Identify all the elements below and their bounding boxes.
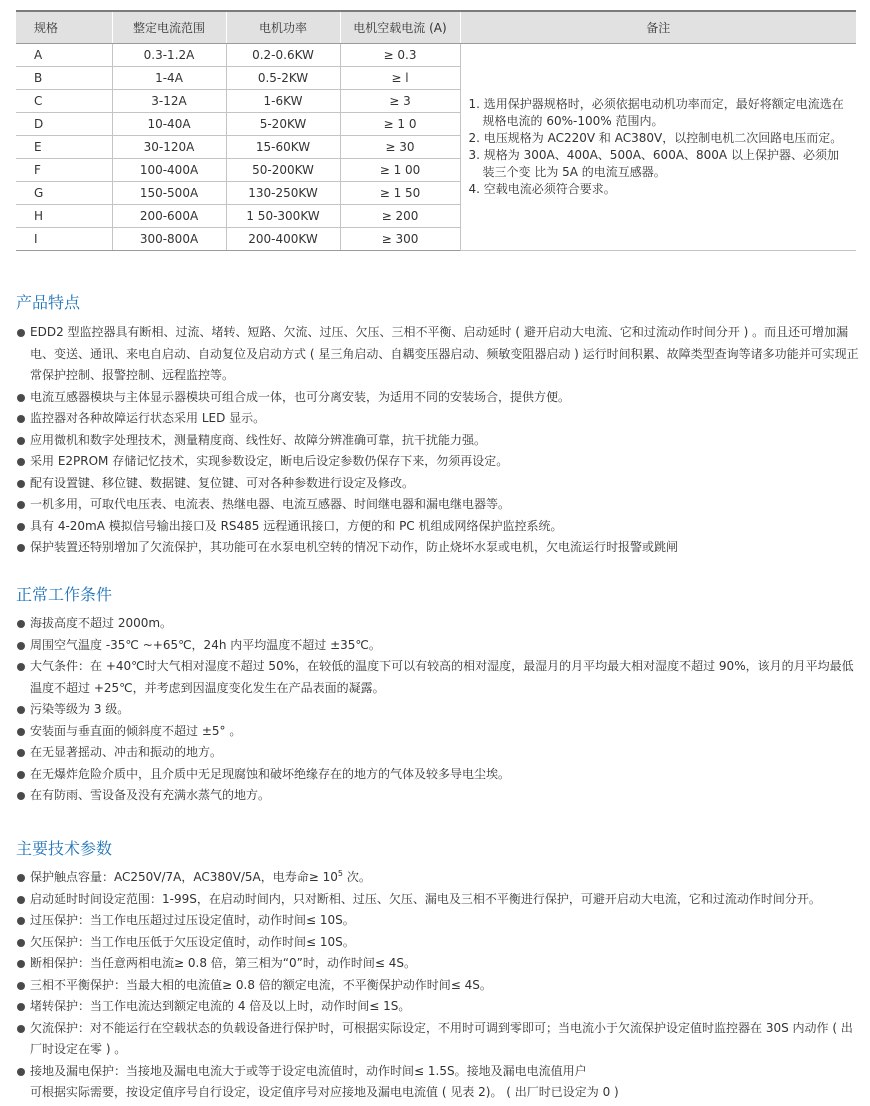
bullet-icon (17, 706, 25, 714)
table-header-row (16, 11, 856, 44)
cell-current-range: 1-4A (112, 67, 226, 90)
header-noload-current: 电机空载电流 (A) (340, 11, 460, 44)
header-current-range: 整定电流范围 (112, 11, 226, 44)
conditions-list (16, 613, 862, 807)
note-item: 3. 规格为 300A、400A、500A、600A、800A 以上保护器、必须加装三个变 比为 5A 的电流互感器。 (468, 148, 839, 179)
list-item: 堵转保护：当工作电流达到额定电流的 4 倍及以上时，动作时间≤ 1S。 (16, 996, 862, 1018)
list-item: 应用微机和数字处理技术，测量精度商、线性好、故障分辨准确可靠，抗干扰能力强。 (16, 430, 862, 452)
note-item: 4. 空载电流必须符合要求。 (468, 182, 616, 196)
bullet-icon (17, 501, 25, 509)
cell-spec: E (16, 136, 112, 159)
cell-noload-current: ≥ 0.3 (340, 44, 460, 67)
list-item: 监控器对各种故障运行状态采用 LED 显示。 (16, 408, 862, 430)
list-item: 电流互感器模块与主体显示器模块可组合成一体，也可分离安装，为适用不同的安装场合，提供方便。 (16, 387, 862, 409)
list-item: 启动延时时间设定范围：1-99S，在启动时间内，只对断相、过压、欠压、漏电及三相不平衡进行保护，可避开启动大电流，它和过流动作时间分开。 (16, 889, 862, 911)
cell-motor-power: 5-20KW (226, 113, 340, 136)
cell-spec: B (16, 67, 112, 90)
cell-noload-current: ≥ 30 (340, 136, 460, 159)
bullet-icon (17, 394, 25, 402)
list-item: 一机多用，可取代电压表、电流表、热继电器、电流互感器、时间继电器和漏电继电器等。 (16, 494, 862, 516)
cell-motor-power: 50-200KW (226, 159, 340, 182)
note-item: 2. 电压规格为 AC220V 和 AC380V，以控制电机二次回路电压而定。 (468, 131, 843, 145)
cell-current-range: 100-400A (112, 159, 226, 182)
features-title: 产品特点 (16, 293, 81, 312)
list-item: 大气条件：在 +40℃时大气相对湿度不超过 50%，在较低的温度下可以有较高的相对湿度，最湿月的月平均最大相对湿度不超过 90%，该月的月平均最低温度不超过 +25℃，并考虑到因温度变化发生在产品表面的凝露。 (16, 656, 862, 699)
conditions-title: 正常工作条件 (16, 585, 113, 604)
list-item: 具有 4-20mA 模拟信号输出接口及 RS485 远程通讯接口，方便的和 PC 机组成网络保护监控系统。 (16, 516, 862, 538)
bullet-icon (17, 1003, 25, 1011)
bullet-icon (17, 874, 25, 882)
bullet-icon (17, 458, 25, 466)
cell-noload-current: ≥ 1 00 (340, 159, 460, 182)
cell-motor-power: 130-250KW (226, 182, 340, 205)
bullet-icon (17, 960, 25, 968)
cell-spec: G (16, 182, 112, 205)
cell-noload-current: ≥ 1 0 (340, 113, 460, 136)
bullet-icon (17, 728, 25, 736)
cell-motor-power: 1-6KW (226, 90, 340, 113)
list-item: 周围空气温度 -35℃ ~+65℃，24h 内平均温度不超过 ±35℃。 (16, 635, 862, 657)
list-item: 三相不平衡保护：当最大相的电流值≥ 0.8 倍的额定电流，不平衡保护动作时间≤ 4S。 (16, 975, 862, 997)
notes-cell (460, 44, 856, 251)
list-item: 在无爆炸危险介质中，且介质中无足现腐蚀和破坏绝缘存在的地方的气体及较多导电尘埃。 (16, 764, 862, 786)
bullet-icon (17, 792, 25, 800)
list-item: 过压保护：当工作电压超过过压设定值时，动作时间≤ 10S。 (16, 910, 862, 932)
bullet-icon (17, 771, 25, 779)
features-list (16, 322, 862, 559)
bullet-icon (17, 917, 25, 925)
list-item: 采用 E2PROM 存储记忆技术，实现参数设定，断电后设定参数仍保存下来，勿须再设定。 (16, 451, 862, 473)
list-item: 海拔高度不超过 2000m。 (16, 613, 862, 635)
bullet-icon (17, 620, 25, 628)
cell-spec: I (16, 228, 112, 251)
cell-motor-power: 0.2-0.6KW (226, 44, 340, 67)
cell-noload-current: ≥ 1 50 (340, 182, 460, 205)
cell-spec: D (16, 113, 112, 136)
notes-list (469, 96, 851, 198)
cell-motor-power: 0.5-2KW (226, 67, 340, 90)
params-title: 主要技术参数 (16, 839, 113, 858)
header-notes: 备注 (460, 11, 856, 44)
list-item: 断相保护：当任意两相电流≥ 0.8 倍，第三相为“0”时，动作时间≤ 4S。 (16, 953, 862, 975)
cell-current-range: 3-12A (112, 90, 226, 113)
list-item: 在无显著摇动、冲击和振动的地方。 (16, 742, 862, 764)
list-item: 在有防雨、雪设备及没有充满水蒸气的地方。 (16, 785, 862, 807)
list-item: 安装面与垂直面的倾斜度不超过 ±5° 。 (16, 721, 862, 743)
cell-motor-power: 15-60KW (226, 136, 340, 159)
bullet-icon (17, 523, 25, 531)
bullet-icon (17, 329, 25, 337)
cell-noload-current: ≥ 3 (340, 90, 460, 113)
cell-current-range: 10-40A (112, 113, 226, 136)
header-motor-power: 电机功率 (226, 11, 340, 44)
header-spec: 规格 (16, 11, 112, 44)
bullet-icon (17, 544, 25, 552)
cell-spec: F (16, 159, 112, 182)
bullet-icon (17, 415, 25, 423)
params-list (16, 867, 862, 1104)
bullet-icon (17, 1025, 25, 1033)
bullet-icon (17, 663, 25, 671)
cell-current-range: 30-120A (112, 136, 226, 159)
cell-noload-current: ≥ 300 (340, 228, 460, 251)
bullet-icon (17, 480, 25, 488)
bullet-icon (17, 1068, 25, 1076)
cell-current-range: 300-800A (112, 228, 226, 251)
bullet-icon (17, 939, 25, 947)
cell-current-range: 150-500A (112, 182, 226, 205)
cell-spec: C (16, 90, 112, 113)
list-item: 保护触点容量：AC250V/7A，AC380V/5A，电寿命≥ $10^5$ 次。 (16, 867, 862, 889)
list-item: 配有设置键、移位键、数据键、复位键、可对各种参数进行设定及修改。 (16, 473, 862, 495)
list-item: 欠流保护：对不能运行在空载状态的负载设备进行保护时，可根据实际设定，不用时可调到零即可；当电流小于欠流保护设定值时监控器在 30S 内动作 ( 出厂时设定在零 ) 。 (16, 1018, 862, 1061)
cell-noload-current: ≥ 200 (340, 205, 460, 228)
bullet-icon (17, 896, 25, 904)
bullet-icon (17, 749, 25, 757)
cell-spec: H (16, 205, 112, 228)
list-item: 污染等级为 3 级。 (16, 699, 862, 721)
cell-spec: A (16, 44, 112, 67)
bullet-icon (17, 437, 25, 445)
spec-table (16, 10, 856, 251)
note-item: 1. 选用保护器规格时，必须依据电动机功率而定，最好将额定电流选在规格电流的 60%-100% 范围内。 (468, 97, 844, 128)
bullet-icon (17, 642, 25, 650)
cell-motor-power: 200-400KW (226, 228, 340, 251)
cell-noload-current: ≥ l (340, 67, 460, 90)
cell-current-range: 0.3-1.2A (112, 44, 226, 67)
list-item: 欠压保护：当工作电压低于欠压设定值时，动作时间≤ 10S。 (16, 932, 862, 954)
bullet-icon (17, 982, 25, 990)
cell-motor-power: 1 50-300KW (226, 205, 340, 228)
list-item: 保护装置还特别增加了欠流保护，其功能可在水泵电机空转的情况下动作，防止烧坏水泵或电机，欠电流运行时报警或跳闸 (16, 537, 862, 559)
cell-current-range: 200-600A (112, 205, 226, 228)
list-item: 接地及漏电保护：当接地及漏电电流大于或等于设定电流值时，动作时间≤ 1.5S。接地及漏电电流值用户 可根据实际需要，按设定值序号自行设定，设定值序号对应接地及漏电电流值 ( 见表 2)。 ( 出厂时已设定为 0 ) (16, 1061, 862, 1104)
table-row (16, 44, 856, 67)
list-item: EDD2 型监控器具有断相、过流、堵转、短路、欠流、过压、欠压、三相不平衡、启动延时 ( 避开启动大电流、它和过流动作时间分开 ) 。而且还可增加漏电、变送、通讯、来电自启动、自动复位及启动方式 ( 星三角启动、自耦变压器启动、频敏变阻器启动 ) 运行时间积累、故障类型查询等诸多功能并可实现正常保护控制、报警控制、远程监控等。 (16, 322, 862, 387)
